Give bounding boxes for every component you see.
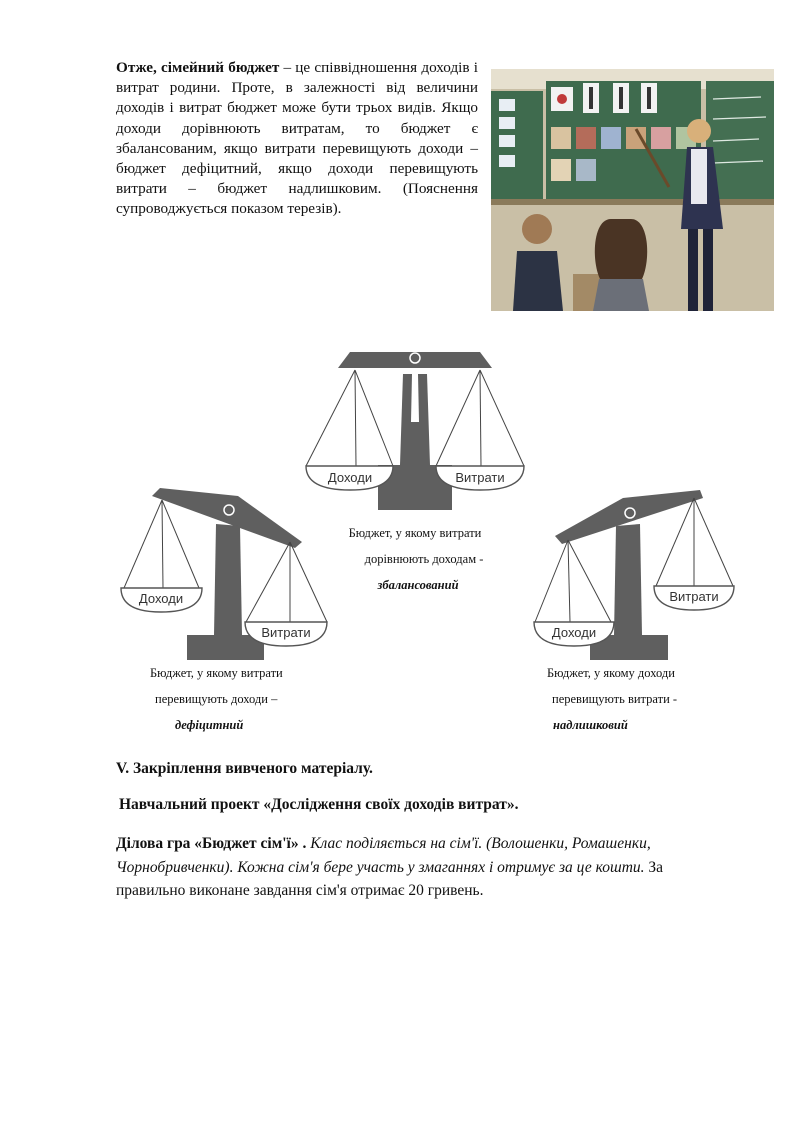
scale-balanced xyxy=(306,352,524,510)
caption-deficit-term: дефіцитний xyxy=(175,718,244,732)
game-paragraph xyxy=(116,832,676,903)
section-heading: V. Закріплення вивченого матеріалу. xyxy=(116,760,373,777)
caption-surplus xyxy=(540,660,720,738)
scales-illustration xyxy=(0,330,794,670)
caption-surplus-line2: перевищують витрати - xyxy=(552,692,678,706)
project-heading: Навчальний проект «Дослідження своїх доходів витрат». xyxy=(119,796,519,813)
game-rest-text: За правильно виконане завдання сім'я отримає 20 гривень. xyxy=(116,858,664,899)
caption-surplus-term: надлишковий xyxy=(553,718,628,732)
caption-deficit-line2: перевищують доходи – xyxy=(155,692,278,706)
caption-balanced-term: збалансований xyxy=(377,578,459,592)
scale-deficit xyxy=(121,488,327,660)
intro-paragraph xyxy=(116,58,478,220)
caption-balanced xyxy=(330,520,500,598)
caption-balanced-line2: дорівнюють доходам - xyxy=(364,552,484,566)
pan-label-income-deficit: Доходи xyxy=(138,591,184,606)
scale-surplus xyxy=(534,490,734,660)
pan-label-expense-surplus: Витрати xyxy=(669,589,719,604)
caption-deficit-line1: Бюджет, у якому витрати xyxy=(150,666,283,680)
pan-label-expense-deficit: Витрати xyxy=(261,625,311,640)
intro-text: – це співвідношення доходів і витрат родини. Проте, в залежності від величини доходів і витрат бюджет може бути трьох видів. Якщо доходи дорівнюють витратам, то бюджет є збалансованим, якщо витрати перевищують доходи – бюджет дефіцитний, якщо доходи перевищують витрати – бюджет надлишковим. (Пояснення супроводжується показом терезів). xyxy=(116,59,478,218)
caption-surplus-line1: Бюджет, у якому доходи xyxy=(547,666,675,680)
pan-label-income: Доходи xyxy=(327,470,373,485)
caption-deficit xyxy=(138,660,318,738)
game-italic-text: Клас поділяється на сім'ї. (Волошенки, Ромашенки, Чорнобривченки). Кожна сім'я бере участь у змаганнях і отримує за це кошти. xyxy=(116,835,651,876)
intro-lead: Отже, сімейний бюджет xyxy=(116,59,280,76)
pan-label-expense: Витрати xyxy=(455,470,505,485)
game-title: Ділова гра «Бюджет сім'ї» . xyxy=(116,835,307,852)
caption-balanced-line1: Бюджет, у якому витрати xyxy=(348,526,482,540)
classroom-photo xyxy=(491,69,774,311)
pan-label-income-surplus: Доходи xyxy=(551,625,597,640)
